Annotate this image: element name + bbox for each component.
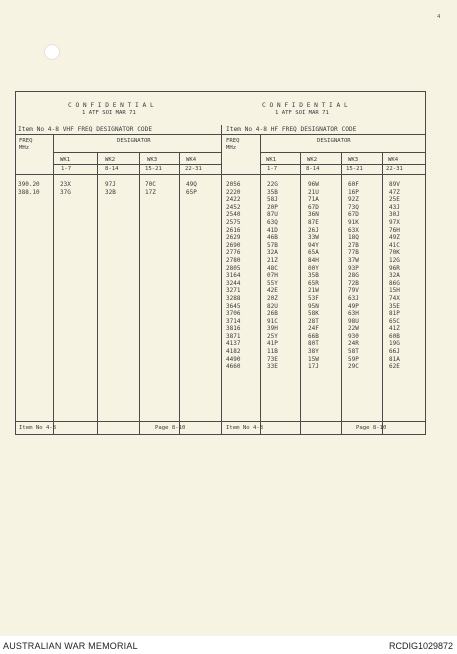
left-freq-col-divider [53,134,54,435]
right-wk2-column: 96W 21U 71A 67D 36N 87E 26J 33W 94Y 65A 84H 00Y 35B 65R 21W 53F 95N 58K 28T 24F 66B 80T 38Y 15W 17J [308,181,319,371]
left-classification: C O N F I D E N T I A L [68,102,154,109]
left-wk3-column: 70C 17Z [145,181,156,196]
footer-record-id: RCDIG1029872 [388,641,453,651]
left-days-1: 1-7 [61,166,72,172]
right-week-3: WK3 [348,157,359,163]
left-days-2: 8-14 [105,166,119,172]
right-footer-item: Item No 4-8 [226,425,264,431]
left-title-rule [15,134,222,135]
right-week-2: WK2 [307,157,318,163]
left-header-bottom-rule [15,174,222,175]
left-col-divider-2 [139,152,140,435]
left-designator-header: DESIGNATOR [117,138,151,144]
left-source: 1 ATF SOI MAR 71 [82,110,136,116]
right-week-rule [260,164,426,165]
archive-footer [0,636,457,654]
left-col-divider-3 [179,152,180,435]
right-wk4-column: 89V 47Z 25E 43J 30J 97X 76H 49Z 41C 70K 12G 96R 32A 86G 15H 74X 35E 81P 65C 41Z 60B 19G 66J 81A 62E [389,181,400,371]
right-classification: C O N F I D E N T I A L [262,102,348,109]
left-week-4: WK4 [186,157,197,163]
right-source: 1 ATF SOI MAR 71 [275,110,329,116]
left-freq-unit: MHz [19,145,30,151]
right-footer-rule [221,421,426,422]
right-week-1: WK1 [266,157,277,163]
right-days-3: 15-21 [346,166,363,172]
left-footer-page: Page 8-10 [155,425,186,431]
left-days-4: 22-31 [185,166,202,172]
left-week-rule [53,164,221,165]
right-wk1-column: 22G 35B 58J 20P 87U 63Q 41D 46B 57B 32A 21Z 48C 07H 55Y 42E 20Z 82U 26B 91C 39H 25Y 41P 11B 73E 33E [267,181,278,371]
right-days-2: 8-14 [306,166,320,172]
left-footer-rule [15,421,222,422]
right-freq-col-divider [260,134,261,435]
left-wk2-column: 97J 32B [105,181,116,196]
right-week-4: WK4 [388,157,399,163]
left-week-3: WK3 [147,157,158,163]
right-header-bottom-rule [221,174,426,175]
page-number: 4 [437,14,441,20]
left-wk1-column: 23X 37G [60,181,71,196]
right-title-rule [221,134,426,135]
right-item-title: Item No 4-8 HF FREQ DESIGNATOR CODE [226,126,357,133]
left-col-divider-1 [97,152,98,435]
right-freq-unit: MHz [226,145,237,151]
left-footer-item: Item No 4-8 [19,425,57,431]
right-col-divider-1 [300,152,301,435]
frame-center-divider [221,125,222,435]
right-col-divider-2 [341,152,342,435]
right-days-4: 22-31 [386,166,403,172]
right-designator-rule [260,152,426,153]
right-designator-header: DESIGNATOR [317,138,351,144]
left-freq-header: FREQ [19,138,33,144]
frame-top-border [15,91,426,92]
left-wk4-column: 49Q 65P [186,181,197,196]
left-week-2: WK2 [105,157,116,163]
right-footer-page: Page 8-10 [356,425,387,431]
right-days-1: 1-7 [267,166,278,172]
right-wk3-column: 60F 16P 92Z 73Q 67D 91K 63X 18Q 27B 77B 37W 93P 28G 72B 79V 63J 49P 63H 98U 22W 930 24R 58T 59P 29C [348,181,359,371]
left-designator-rule [53,152,221,153]
left-freq-column: 390.20 388.10 [18,181,40,196]
left-week-1: WK1 [60,157,71,163]
right-col-divider-3 [382,152,383,435]
footer-institution: AUSTRALIAN WAR MEMORIAL [3,641,138,651]
frame-left-border [15,91,16,435]
left-days-3: 15-21 [145,166,162,172]
punch-hole [44,44,60,60]
right-freq-header: FREQ [226,138,240,144]
left-item-title: Item No 4-8 VHF FREQ DESIGNATOR CODE [18,126,153,133]
frame-right-border [425,91,426,435]
right-freq-column: 2056 2220 2422 2452 2540 2575 2616 2629 2690 2776 2780 2805 3164 3244 3271 3288 3645 3706 3714 3816 3871 4137 4182 4490 4660 [226,181,241,371]
